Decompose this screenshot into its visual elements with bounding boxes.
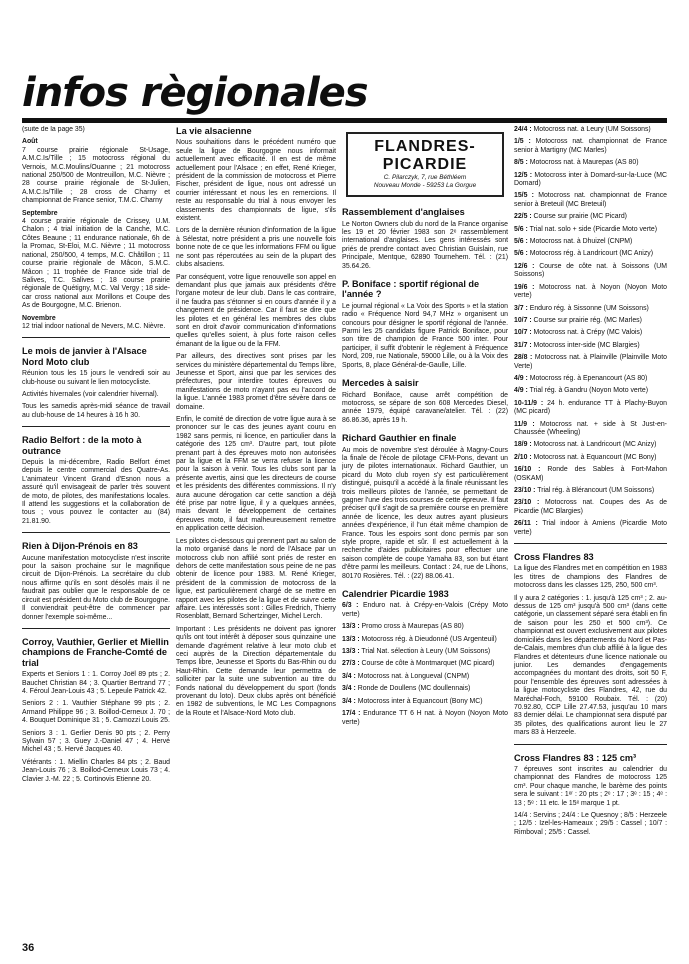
calendar-entry-date: 23/10 : [514, 499, 540, 507]
calendar-entry-date: 3/7 : [514, 304, 528, 312]
janvier-text-2: Activités hivernales (voir calendrier hivernal). [22, 390, 159, 398]
calendar-entry-text: Motocross inter à Equancourt (Bony MC) [357, 697, 483, 705]
calendar-entry-text: Motocross nat. + side à St Just-en-Chaussée (Wheeling) [514, 420, 667, 436]
cross-125-dates: 14/4 : Servins ; 24/4 : Le Quesnoy ; 8/5 : Herzeele ; 12/5 : Izel-les-Hameaux ; 29/5 : Cassel ; 10/7 : Rimboval ; 25/5 : Cassel. [514, 812, 667, 836]
calendar-entry [514, 250, 667, 258]
calendar-entry-text: Enduro rég. à Sissonne (UM Soissons) [529, 304, 649, 312]
alsace-text-4: Par ailleurs, des directives sont prises par les services du ministère départemental du Temps libre, Jeunesse et Sport, ainsi que par les services des préfectures, pour interdire toutes épreuves ou manifestations de moto n'ayant pas eu l'accord de la ligue. L'année 1983 promet d'être sévère dans ce domaine. [176, 353, 336, 411]
calendar-entry-text: Course sur prairie rég. (MC Marles) [533, 316, 642, 324]
calendar-entry [514, 400, 667, 417]
cross-125-text: 7 épreuves sont inscrites au calendrier du championnat des Flandres de motocross 125 cm³. Pour chaque manche, le barème des points sera le suivant : 1ᵉʳ : 20 pts ; 2ᵉ : 17 ; 3ᵉ : 15 ; 4ᵉ : 13 ; 5ᵉ : 11 etc. le 15ᵉ marque 1 pt. [514, 765, 667, 807]
calendar-entry-text: Trial rég. à Gandru (Noyon Moto verte) [529, 387, 649, 395]
calendar-entry [342, 660, 508, 668]
dijon-text: Aucune manifestation motocycliste n'est inscrite pour la saison prochaine sur le magnifique circuit de Dijon-Prénois. La secrétaire du club nous affirme qu'ils en sont désolés mais il ne faudrait pas oublier que le responsable de ce circuit est président du Moto club de Bourgogne. Il conviendrait peut-être de commencer par donner l'exemple soi-même... [22, 554, 170, 621]
results-veterans: Vétérants : 1. Miellin Charles 84 pts ; 2. Baud Jean-Louis 76 ; 3. Boillod-Cerneux Louis 73 ; 4. Clavier J.-M. 22 ; 5. Cortinovis Etienne 20. [22, 758, 170, 783]
calendar-entry-date: 12/5 : [514, 171, 533, 179]
calendar-entry-date: 19/6 : [514, 283, 535, 291]
section-masthead: infos règionales [22, 70, 368, 116]
calendar-entry [514, 263, 667, 280]
calendar-entry-text: Motocross nat. Coupes des As de Picardie (MC Blargies) [514, 499, 667, 515]
mercedes-text: Richard Boniface, cause arrêt compétition de motocross, se sépare de son 608 Mercedes Diesel, année 1979, équipé caravane/atelier. Tél. : (22) 86.86.36, après 19 h. [342, 391, 508, 424]
calendar-entry-text: Motocross nat. à Dhuizel (CNPM) [529, 238, 633, 246]
calendar-entry [514, 172, 667, 189]
headline-mercedes: Mercedes à saisir [342, 378, 419, 389]
calendar-entry-date: 5/6 : [514, 225, 528, 233]
column-4 [514, 126, 667, 934]
calendar-entry-date: 11/9 : [514, 420, 535, 428]
calendar-entry [514, 441, 667, 449]
calendar-entry-date: 13/3 : [342, 648, 360, 656]
masthead-rule [22, 118, 667, 123]
calendar-entry-date: 18/9 : [514, 441, 532, 449]
calendar-entry [514, 329, 667, 337]
month-heading-aout: Août [22, 138, 38, 146]
calendar-entry [342, 698, 508, 706]
calendar-entry-date: 5/6 : [514, 238, 528, 246]
radio-belfort-text: Depuis la mi-décembre, Radio Belfort émet depuis le centre commercial des Quatre-As. L'animateur Vincent Grand d'Esnon nous a assuré qu'il envisageait de parler très souvent de moto, de pilotes, des manifestations locales. Il attend les suggestions et la collaboration de tous ; vous pouvez le contacter au (84) 21.81.90. [22, 459, 170, 525]
calendar-entry-text: Endurance TT 6 H nat. à Noyon (Noyon Moto verte) [342, 710, 508, 726]
calendar-entry-date: 3/4 : [342, 672, 356, 680]
calendar-entry-text: Motocross nat. championnat de France senior à Martigny (MC Marles) [514, 138, 667, 154]
calendar-entry-text: Ronde de Doullens (MC doullennais) [357, 685, 471, 693]
calendar-entry-date: 2/10 : [514, 453, 532, 461]
alsace-text-2: Lors de la dernière réunion d'information de la ligue à Sélestat, notre président a pris une nouvelle fois bonne note de ce que les informations FFM ou ligue ne sont pas répercutées au sein de la plupart des clubs alsaciens. [176, 227, 336, 269]
calendar-entry-date: 23/10 : [514, 487, 536, 494]
calendar-entry [514, 454, 667, 462]
calendar-entry [514, 159, 667, 167]
calendar-entry-text: Motocross nat. championnat de France senior à Breteuil (MC Breteuil) [514, 192, 667, 208]
divider [22, 532, 170, 533]
calendar-entry-date: 15/5 : [514, 192, 534, 200]
calendar-entry [342, 685, 508, 693]
page-number: 36 [22, 942, 35, 954]
column-3 [342, 126, 508, 934]
calendar-entry [514, 487, 667, 495]
results-experts: Experts et Seniors 1 : 1. Corroy Joël 89 pts ; 2. Bauchet Christian 84 ; 3. Quartier Bertrand 77 ; 4. Féroul Jean-Louis 43 ; 5. Lepeule Patrick 42. [22, 671, 170, 695]
calendar-entry-text: 24 h. endurance TT à Plachy-Buyon (MC picard) [514, 399, 667, 416]
janvier-text-3: Tous les samedis après-midi séance de travail au club-house de 14 heures à 16 h 30. [22, 403, 170, 419]
alsace-text-5: Enfin, le comité de direction de votre ligue aura à se prononcer sur le cas des jeunes ayant couru en 1982 sans permis, ni licence, en particulier dans la catégorie des 125 cm³. D'autre part, tout pilote prenant part à des épreuves moto non autorisées par la ligue et la FFM se verra refuser la licence pour la saison à venir. Tous les clubs sont par la présente avertis, ainsi que les directeurs de course et les présidents des différentes commissions. Il n'y aura aucune dérogation car cette sanction a déjà été prise par notre ligue, il y a quelques années, mais devant le développement de certaines épreuves moto, il faut malheureusement remettre en application cette décision. [176, 416, 336, 533]
calendar-entry-date: 13/3 : [342, 635, 360, 643]
calendar-entry-date: 27/3 : [342, 660, 360, 668]
headline-anglaises: Rassemblement d'anglaises [342, 207, 465, 218]
calendar-entry [342, 602, 508, 619]
alsace-text-6: Les pilotes ci-dessous qui prennent part au salon de la moto organisé dans le nord de l'Alsace par un motocross club non affilié sont priés de rester en dehors de cette manifestation sous peine de ne pas obtenir de licence pour 1983. M. René Krieger, président de la commission de motocross de la ligue, est particulièrement chargé de se mettre en rapport avec les pilotes de la ligue et de suivre cette affaire. Les intéressés sont : Gilles Fredrich, Thierry Rosenblatt, Bernard Schertzinger, Michel Lerch. [176, 537, 336, 621]
calendar-entry-text: Motocross nat. à Crépy (MC Valois) [533, 329, 643, 337]
septembre-events: 4 course prairie régionale de Crissey, U.M. Chalon ; 4 trial initiation de la Canche, M.C. Côtes Beaune ; 11 endurance nationale, 6h de la Promac, St-Eloi, M.C. Nièvre ; 11 motocross national, 250/500, 4 temps, M.C. Châtillon ; 11 course prairie régionale de Mâcon, S.M.C. Mâcon ; 11 trophée de France side trial de Salives, T.C. Salives ; 18 course prairie régionale de Quétigny, M.C. Val Vergy ; 18 side-car cross national aux Morillons et Coupe des As de Bourgogne, M.C. Brienon. [22, 218, 170, 310]
calendar-entry-text: Trial nat. solo + side (Picardie Moto verte) [529, 225, 658, 233]
calendar-entry [514, 138, 667, 155]
aout-events: 7 course prairie régionale St-Usage, A.M.C.Is/Tille ; 15 motocross régional du Vernois, M.C.Moulins/Ouanne ; 21 motocross national 250/500 de Montreuillon, M.C. Nièvre ; 28 course prairie régionale de St-Julien, A.M.C.Is/Tille ; 28 cross de Charny et championnat de France senior, T.M.C. Charny [22, 146, 170, 205]
calendar-entry-date: 12/6 : [514, 262, 535, 270]
cross-flandres-text-2: Il y aura 2 catégories : 1. jusqu'à 125 cm³ ; 2. au-dessus de 125 cm³ jusqu'à 500 cm³ (dans cette catégorie, un classement séparé sera établi en fin de saison pour les 250 et 500 cm³). Ce championnat est ouvert exclusivement aux pilotes domiciliés dans les départements du Nord et Pas-de-Calais, membres d'un club affilié à la ligue des Flandres et détenteurs d'une licence nationale ou junior. Les demandes d'engagements accompagnées du montant des droits, soit 50 F, pour l'ensemble des épreuves sont adressées à la ligue motocycliste des Flandres, 42, rue du Maréchal-Foch, 59100 Roubaix. Tél. : (20) 70.92.80, CCP Lille 27.47.53, jusqu'au 10 mars 83 dernier délai. Le championnat sera disputé par 35 pilotes, des qualifications auront lieu le 27 mars 83 à Herzeele. [514, 594, 667, 737]
calendar-entry-text: Motocross rég. à Dieudonné (US Argenteuil) [361, 635, 497, 643]
calendar-entry-text: Course sur prairie (MC Picard) [533, 213, 627, 221]
calendar-entry [514, 387, 667, 395]
region-title-line-2: PICARDIE [382, 156, 468, 173]
calendar-entry-text: Motocross nat. à Plainville (Plainville Moto Verte) [514, 354, 667, 370]
divider [514, 543, 667, 544]
calendar-entry-date: 5/6 : [514, 250, 528, 258]
headline-janvier: Le mois de janvier à l'Alsace Nord Moto club [22, 346, 147, 367]
headline-vie-alsacienne: La vie alsacienne [176, 126, 252, 136]
calendar-entry [342, 710, 508, 727]
cross-flandres-text-1: La ligue des Flandres met en compétition en 1983 les titres de champions des Flandres de motocross dans les classes 125, 250, 500 cm³. [514, 565, 667, 590]
headline-calendrier-picardie: Calendrier Picardie 1983 [342, 589, 449, 600]
month-heading-septembre: Septembre [22, 209, 58, 217]
month-heading-novembre: Novembre [22, 314, 56, 322]
calendar-entry [514, 226, 667, 234]
calendar-entry-date: 10/7 : [514, 316, 532, 324]
results-seniors-2: Seniors 2 : 1. Vauthier Stéphane 99 pts ; 2. Armand Philippe 96 ; 3. Boillod-Cerneux J. 70 ; 4. Bouquet Dominique 31 ; 5. Camozzi Louis 25. [22, 700, 170, 725]
calendar-entry [514, 317, 667, 325]
alsace-text-7: Important : Les présidents ne doivent pas ignorer qu'ils ont tout intérêt à déposer sous quinzaine une demande d'agrément relative à leur moto club et ceci auprès de la Direction départementale du Temps libre, Jeunesse et Sports du Bas-Rhin ou du Haut-Rhin. Cette demande leur permettra de solliciter par la suite une subvention au titre du Fonds national du développement du sport (fonds provenant du loto). Deux clubs après ont bénéficié en 1982 de subventions, le MC Les Compagnons de la Route et l'Alsace-Nord Moto club. [176, 625, 336, 717]
calendar-entry-text: Motocross rég. à Epenancourt (AS 80) [529, 374, 648, 382]
calendar-entry-date: 26/11 : [514, 520, 538, 528]
calendar-entry [342, 648, 508, 656]
calendar-entry [514, 284, 667, 301]
calendar-entry-text: Ronde des Sables à Fort-Mahon (OSKAM) [514, 466, 667, 482]
calendar-entry-date: 16/10 : [514, 466, 541, 474]
headline-dijon: Rien à Dijon-Prénois en 83 [22, 541, 138, 552]
janvier-text-1: Réunion tous les 15 jours le vendredi soir au club-house ou suivant le lien motocycliste. [22, 370, 170, 386]
calendar-entry-text: Enduro nat. à Crépy-en-Valois (Crépy Moto verte) [342, 602, 508, 618]
calendar-entry [342, 636, 508, 644]
alsace-text-3: Par conséquent, votre ligue renouvelle son appel en demandant plus que jamais aux présidents d'être l'organe moteur de leur club. Dans le cas contraire, il ne faudra pas s'étonner si en cours d'année il y a changement de présidence. Car il faut se dire que les pilotes et en général les membres des clubs sont en droit d'avoir communication d'informations quelles qu'elles soient, à plus forte raison celles émanant de la ligue ou de la FFM. [176, 273, 336, 348]
calendar-entry-date: 4/9 : [514, 374, 528, 382]
calendar-entry [342, 673, 508, 681]
calendar-entry [514, 499, 667, 516]
calendar-entry-text: Motocross nat. à Equancourt (MC Bony) [533, 453, 657, 461]
calendar-entry-date: 8/5 : [514, 159, 528, 167]
calendar-entry-text: Trial Nat. sélection à Leury (UM Soissons) [361, 648, 491, 656]
calendar-entry-text: Trial rég. à Blérancourt (UM Soissons) [537, 487, 655, 494]
calendar-entry-text: Motocross nat. à Longueval (CNPM) [357, 672, 470, 680]
calendar-entry-text: Motocross nat. à Noyon (Noyon Moto verte) [514, 283, 667, 300]
calendar-entry [514, 126, 667, 134]
calendar-entry-date: 1/5 : [514, 138, 531, 146]
calendar-entry [514, 466, 667, 483]
calendar-entry-date: 4/9 : [514, 387, 528, 395]
boniface-text: Le journal régional « La Voix des Sports » et la station radio « Fréquence Nord 94,7 MHz » organisent un concours pour désigner le sportif régional de l'année. Parmi les 25 candidats figure Patrick Boniface, pour son titre de champion de France 500 inter. Pour participer, il suffit d'obtenir le règlement à Fréquence Nord, 209, rue Nationale, 59000 Lille, ou à la Voix des Sports, 8, place Général-de-Gaulle, Lille. [342, 302, 508, 369]
calendar-entry-text: Promo cross à Maurepas (AS 80) [361, 623, 464, 631]
headline-boniface: P. Boniface : sportif régional de l'année ? [342, 279, 480, 300]
calendar-entry-date: 13/3 : [342, 623, 360, 631]
calendar-entry-text: Course de côte nat. à Soissons (UM Soissons) [514, 262, 667, 279]
calendar-entry [514, 354, 667, 371]
headline-cross-flandres-125: Cross Flandres 83 : 125 cm³ [514, 752, 637, 763]
region-box [346, 132, 504, 197]
calendar-entry-date: 3/4 : [342, 697, 356, 705]
calendar-list [342, 602, 508, 726]
divider [22, 628, 170, 629]
calendar-entry [514, 192, 667, 209]
calendar-entry [514, 238, 667, 246]
region-address-line-2: Nouveau Monde - 59253 La Gorgue [373, 181, 477, 189]
divider [22, 337, 170, 338]
calendar-entry-date: 22/5 : [514, 213, 532, 221]
results-seniors-3: Seniors 3 : 1. Gerlier Denis 90 pts ; 2. Perry Sylvain 57 ; 3. Guey J.-Daniel 47 ; 4. Hervé Michel 43 ; 5. Hervé Jacques 40. [22, 729, 170, 754]
calendar-entry [514, 421, 667, 438]
anglaises-text: Le Norton Owners club du nord de la France organise les 19 et 20 février 1983 son 2ᵉ rassemblement international d'anglaises. Les gens intéressés sont priés de prendre contact avec Christian Guislain, rue Principale, Mentque, 62890 Tournehem. Tél. : (21) 35.64.26. [342, 220, 508, 270]
calendar-entry-date: 10/7 : [514, 329, 532, 337]
calendar-entry-date: 6/3 : [342, 602, 359, 610]
headline-gauthier: Richard Gauthier en finale [342, 433, 457, 444]
calendar-entry-text: Motocross nat. à Maurepas (AS 80) [529, 159, 639, 167]
calendar-entry-date: 3/4 : [342, 685, 356, 693]
calendar-entry-text: Motocross inter à Domard-sur-la-Luce (MC Domard) [514, 171, 667, 188]
divider [22, 426, 170, 427]
continued-note: (suite de la page 35) [22, 126, 85, 133]
calendar-entry [514, 520, 667, 537]
divider [514, 744, 667, 745]
calendar-entry-text: Trial indoor à Amiens (Picardie Moto verte) [514, 520, 667, 536]
calendar-entry-date: 31/7 : [514, 341, 532, 349]
calendar-entry-date: 10-11/9 : [514, 399, 544, 407]
calendar-entry-text: Motocross rég. à Landricourt (MC Anizy) [529, 250, 654, 258]
column-1 [22, 126, 170, 934]
headline-cross-flandres-83: Cross Flandres 83 [514, 552, 594, 563]
calendar-entry-text: Motocross nat. à Landricourt (MC Anizy) [533, 441, 657, 449]
calendar-entry [514, 342, 667, 350]
calendar-entry-text: Course de côte à Montmarquet (MC picard) [361, 660, 495, 668]
calendar-entry-text: Motocross nat. à Leury (UM Soissons) [533, 126, 651, 133]
calendar-entry [514, 213, 667, 221]
calendar-entry-date: 24/4 : [514, 126, 532, 133]
headline-radio-belfort: Radio Belfort : de la moto à outrance [22, 435, 142, 456]
gauthier-text: Au mois de novembre s'est déroulée à Magny-Cours la finale de l'école de pilotage CFM-Pons, devant un jury de pilotes internationaux. Richard Gauthier, un picard du Moto club royen s'y est particulièrement distingué, puisqu'il a accédé à la finale réunissant les trois meilleurs pilotes de l'année, se permettant de gagner l'une des trois courses de cette épreuve. Il faut préciser qu'il s'agit de sa première course en première année de licence, les deux autres ayant plusieurs années d'expérience, il l'un était même champion de France. Tous les espoirs sont donc permis par son style propre, rapide et sûr. Il est actuellement à la recherche d'aides publicitaires pour effectuer une saison complète de coupe Yamaha 83, son but étant d'être parmi les meilleurs. Contact : 24, rue de Lihons, 80170 Rosières. Tél. : (22) 88.06.41. [342, 446, 508, 580]
calendar-entry-text: Motocross inter-side (MC Blargies) [533, 341, 640, 349]
column-2 [176, 126, 336, 934]
region-title-line-1: FLANDRES- [374, 138, 476, 155]
calendar-entry [342, 623, 508, 631]
calendar-entry-date: 17/4 : [342, 710, 361, 718]
region-address-line-1: C. Pilarczyk, 7, rue Béthléem [383, 174, 467, 181]
calendar-entry [514, 305, 667, 313]
novembre-events: 12 trial indoor national de Nevers, M.C. Nièvre. [22, 322, 166, 330]
calendar-list-continued [514, 126, 667, 537]
alsace-text-1: Nous souhaitions dans le précédent numéro que seule la ligue de Bourgogne nous informait actuellement avec efficacité. Il en est de même actuellement pour l'Alsace ; en effet, René Krieger, président de la commission de motocross et Pierre Fischer, président de ligue, nous ont adressé un courrier intéressant et nous les en remercions. Il reste au responsable du trial à nous envoyer les classements des championnats de ligue, s'ils existent. [176, 139, 336, 223]
calendar-entry-date: 28/8 : [514, 354, 533, 362]
headline-corroy: Corroy, Vauthier, Gerlier et Miellin champions de Franche-Comté de trial [22, 636, 169, 668]
calendar-entry [514, 375, 667, 383]
